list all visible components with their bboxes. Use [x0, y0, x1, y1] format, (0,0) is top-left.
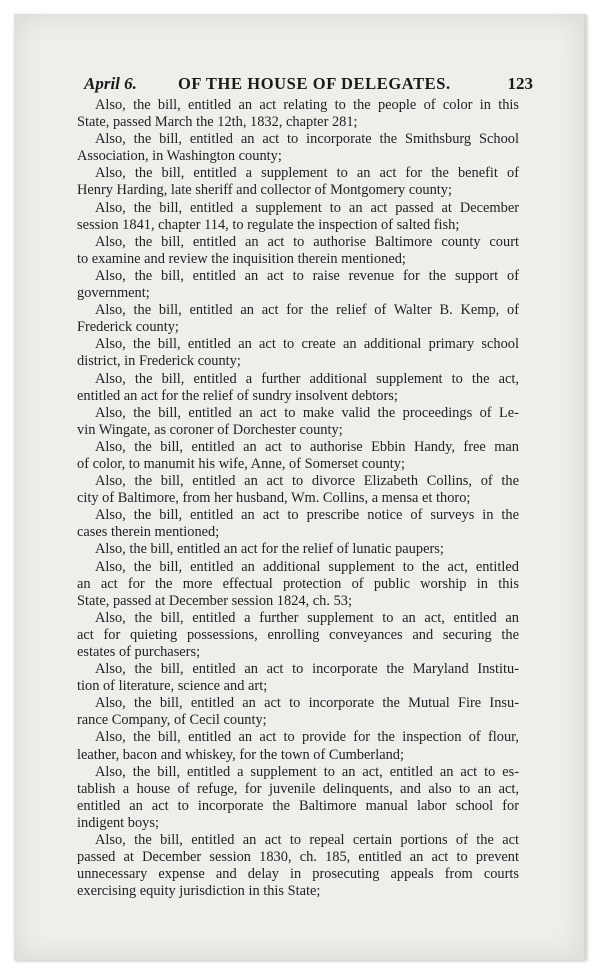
text-line: passed at December session 1830, ch. 185, entitled an act to prevent: [77, 849, 519, 866]
text-line: Also, the bill, entitled a supplement to an act passed at December: [95, 199, 519, 216]
paragraph: [77, 200, 519, 234]
paragraph: [77, 439, 519, 473]
text-line: estates of purchasers;: [77, 644, 201, 660]
text-line: an act for the more effectual protection of public worship in this: [77, 575, 519, 592]
text-line: session 1841, chapter 114, to regulate the inspection of salted fish;: [77, 216, 460, 233]
text-line: Also, the bill, entitled a further additional supplement to the act,: [95, 370, 519, 387]
text-line: indigent boys;: [77, 814, 159, 831]
paragraph: [77, 302, 519, 336]
text-line: Also, the bill, entitled an act for the relief of lunatic paupers;: [95, 541, 444, 558]
header-date: April 6.: [84, 74, 137, 93]
paragraph: [77, 729, 519, 763]
text-line: entitled an act to incorporate the Baltimore manual labor school for: [77, 797, 519, 814]
text-line: Association, in Washington county;: [77, 148, 282, 165]
paragraph: [77, 832, 519, 900]
body-text: [77, 97, 519, 900]
text-line: Also, the bill, entitled an act to prescribe notice of surveys in the: [95, 507, 519, 524]
paragraph: [77, 405, 519, 439]
text-line: vin Wingate, as coroner of Dorchester county;: [77, 421, 343, 438]
text-line: Henry Harding, late sheriff and collector of Montgomery county;: [77, 182, 452, 199]
text-line: Frederick county;: [77, 319, 179, 336]
paragraph: [77, 97, 519, 131]
text-line: Also, the bill, entitled a further supplement to an act, entitled an: [95, 609, 519, 626]
text-line: to examine and review the inquisition therein mentioned;: [77, 250, 406, 267]
text-line: city of Baltimore, from her husband, Wm. Collins, a mensa et thoro;: [77, 490, 471, 507]
text-line: of color, to manumit his wife, Anne, of Somerset county;: [77, 455, 405, 472]
paragraph: [77, 764, 519, 832]
paragraph: [77, 610, 519, 661]
paragraph: [77, 234, 519, 268]
text-line: Also, the bill, entitled an additional supplement to the act, entitled: [95, 558, 519, 575]
page-number: 123: [507, 74, 533, 93]
text-line: Also, the bill, entitled a supplement to an act for the benefit of: [95, 165, 519, 182]
text-line: Also, the bill, entitled an act to raise revenue for the support of: [95, 267, 519, 284]
paragraph: [77, 507, 519, 541]
paragraph: [77, 371, 519, 405]
running-header: [84, 74, 533, 98]
paragraph: [77, 661, 519, 695]
text-line: rance Company, of Cecil county;: [77, 712, 267, 729]
paragraph: [77, 695, 519, 729]
text-line: entitled an act for the relief of sundry insolvent debtors;: [77, 387, 398, 404]
paragraph: [77, 131, 519, 165]
text-line: State, passed March the 12th, 1832, chapter 281;: [77, 114, 358, 131]
text-line: Also, the bill, entitled an act to incorporate the Mutual Fire Insu-: [95, 695, 519, 712]
text-line: Also, the bill, entitled an act to incorporate the Smithsburg School: [95, 131, 519, 148]
text-line: Also, the bill, entitled an act to create an additional primary school: [95, 336, 519, 353]
text-line: Also, the bill, entitled an act to make valid the proceedings of Le-: [95, 404, 519, 421]
paragraph: [77, 541, 519, 558]
text-line: Also, the bill, entitled an act to incorporate the Maryland Institu-: [95, 661, 519, 678]
text-line: unnecessary expense and delay in prosecuting appeals from courts: [77, 866, 519, 883]
paragraph: [77, 559, 519, 610]
text-line: exercising equity jurisdiction in this State;: [77, 883, 321, 900]
paragraph: [77, 165, 519, 199]
text-line: tion of literature, science and art;: [77, 678, 268, 695]
text-line: act for quieting possessions, enrolling conveyances and securing the: [77, 626, 519, 643]
text-line: Also, the bill, entitled an act for the relief of Walter B. Kemp, of: [95, 302, 519, 319]
text-line: Also, the bill, entitled an act to divorce Elizabeth Collins, of the: [95, 473, 519, 490]
text-line: Also, the bill, entitled an act to authorise Baltimore county court: [95, 233, 519, 250]
text-line: Also, the bill, entitled a supplement to an act, entitled an act to es-: [95, 763, 519, 780]
paragraph: [77, 336, 519, 370]
text-line: government;: [77, 285, 150, 302]
text-line: tablish a house of refuge, for juvenile delinquents, and also to an act,: [77, 780, 519, 797]
text-line: leather, bacon and whiskey, for the town of Cumberland;: [77, 746, 404, 763]
text-line: Also, the bill, entitled an act relating to the people of color in this: [95, 97, 519, 113]
text-line: Also, the bill, entitled an act to authorise Ebbin Handy, free man: [95, 438, 519, 455]
text-line: district, in Frederick county;: [77, 353, 241, 370]
header-title: OF THE HOUSE OF DELEGATES.: [178, 74, 451, 93]
text-line: cases therein mentioned;: [77, 524, 220, 541]
text-line: State, passed at December session 1824, ch. 53;: [77, 592, 352, 609]
paragraph: [77, 473, 519, 507]
paragraph: [77, 268, 519, 302]
text-line: Also, the bill, entitled an act to repeal certain portions of the act: [95, 832, 519, 849]
text-line: Also, the bill, entitled an act to provide for the inspection of flour,: [95, 729, 519, 746]
